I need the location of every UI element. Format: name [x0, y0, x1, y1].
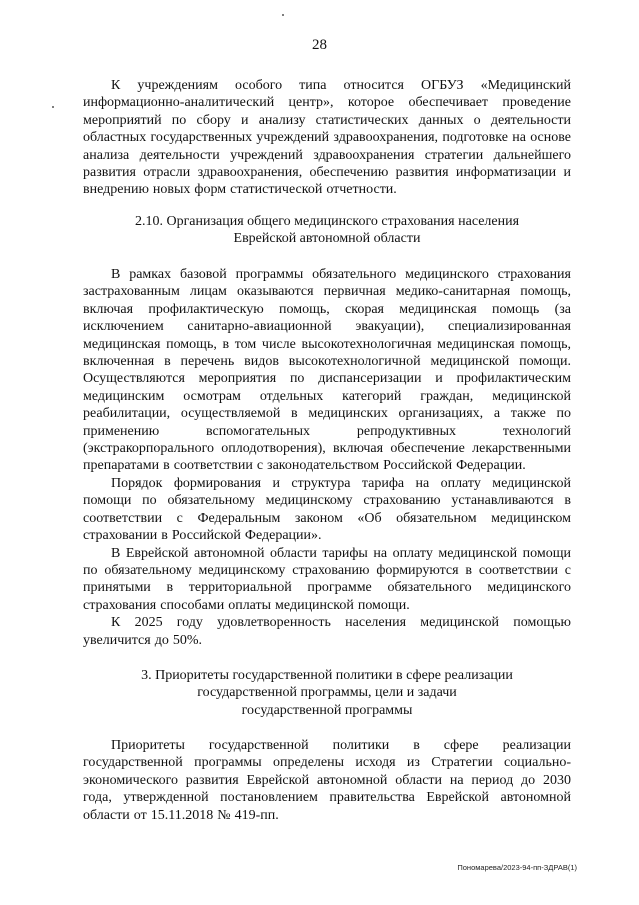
section-2-10-body [83, 266, 571, 649]
footer-document-code: Пономарева/2023-94-пп-ЗДРАВ(1) [457, 863, 577, 872]
section-3-heading-line3: государственной программы [241, 702, 413, 718]
section-3-body [83, 737, 571, 824]
section-2-10-paragraph-1: В рамках базовой программы обязательного медицинского страхования застрахованным лицам оказываются первичная медико-санитарная помощь, включая профилактическую помощь, скорая медицинская помощь (за исключением санитарно-авиационной эвакуации), специализированная медицинская помощь, в том числе высокотехнологичная медицинская помощь, включенная в перечень видов высокотехнологичной медицинской помощи. Осуществляются мероприятия по диспансеризации и профилактическим медицинским осмотрам отдельных категорий граждан, медицинской реабилитации, осуществляемой в медицинских организациях, а также по применению вспомогательных репродуктивных технологий (экстракорпорального оплодотворения), включая обеспечение лекарственными препаратами в соответствии с законодательством Российской Федерации. [83, 267, 571, 474]
page-number: 28 [312, 37, 327, 53]
section-2-10-paragraph-2: Порядок формирования и структура тарифа на оплату медицинской помощи по обязательному медицинскому страхованию устанавливаются в соответствии с Федеральным законом «Об обязательном медицинском страховании в Российской Федерации». [83, 475, 571, 544]
scan-speck [52, 106, 54, 108]
section-3-heading [83, 667, 571, 719]
section-2-10-heading-line1: 2.10. Организация общего медицинского страхования населения [134, 214, 520, 229]
section-2-10-heading-line2: Еврейской автономной области [233, 231, 421, 247]
section-2-10-paragraph-3: В Еврейской автономной области тарифы на оплату медицинской помощи по обязательному медицинскому страхованию формируются в соответствии с принятыми в территориальной программе обязательного медицинского страхования способами оплаты медицинской помощи. [83, 545, 571, 613]
section-3-heading-line1: 3. Приоритеты государственной политики в сфере реализации [141, 668, 513, 683]
intro-paragraph: К учреждениям особого типа относится ОГБУЗ «Медицинский информационно-аналитический центр», которое обеспечивает проведение мероприятий по сбору и анализу статистических данных о деятельности областных государственных учреждений здравоохранения, подготовке на основе анализа деятельности учреждений здравоохранения стратегии дальнейшего развития отрасли здравоохранения, обеспечению развития информатизации и внедрению новых форм статистической отчетности. [83, 78, 571, 198]
section-2-10-heading [83, 213, 571, 248]
section-2-10-paragraph-4: К 2025 году удовлетворенность населения медицинской помощью увеличится до 50%. [83, 615, 571, 648]
section-3-paragraph: Приоритеты государственной политики в сфере реализации государственной программы определены исходя из Стратегии социально-экономического развития Еврейской автономной области на период до 2030 года, утвержденной постановлением правительства Еврейской автономной области от 15.11.2018 № 419-пп. [83, 738, 571, 823]
section-3-heading-line2: государственной программы, цели и задачи [197, 685, 457, 701]
scan-speck [282, 14, 284, 16]
intro-paragraph-block [83, 77, 571, 199]
